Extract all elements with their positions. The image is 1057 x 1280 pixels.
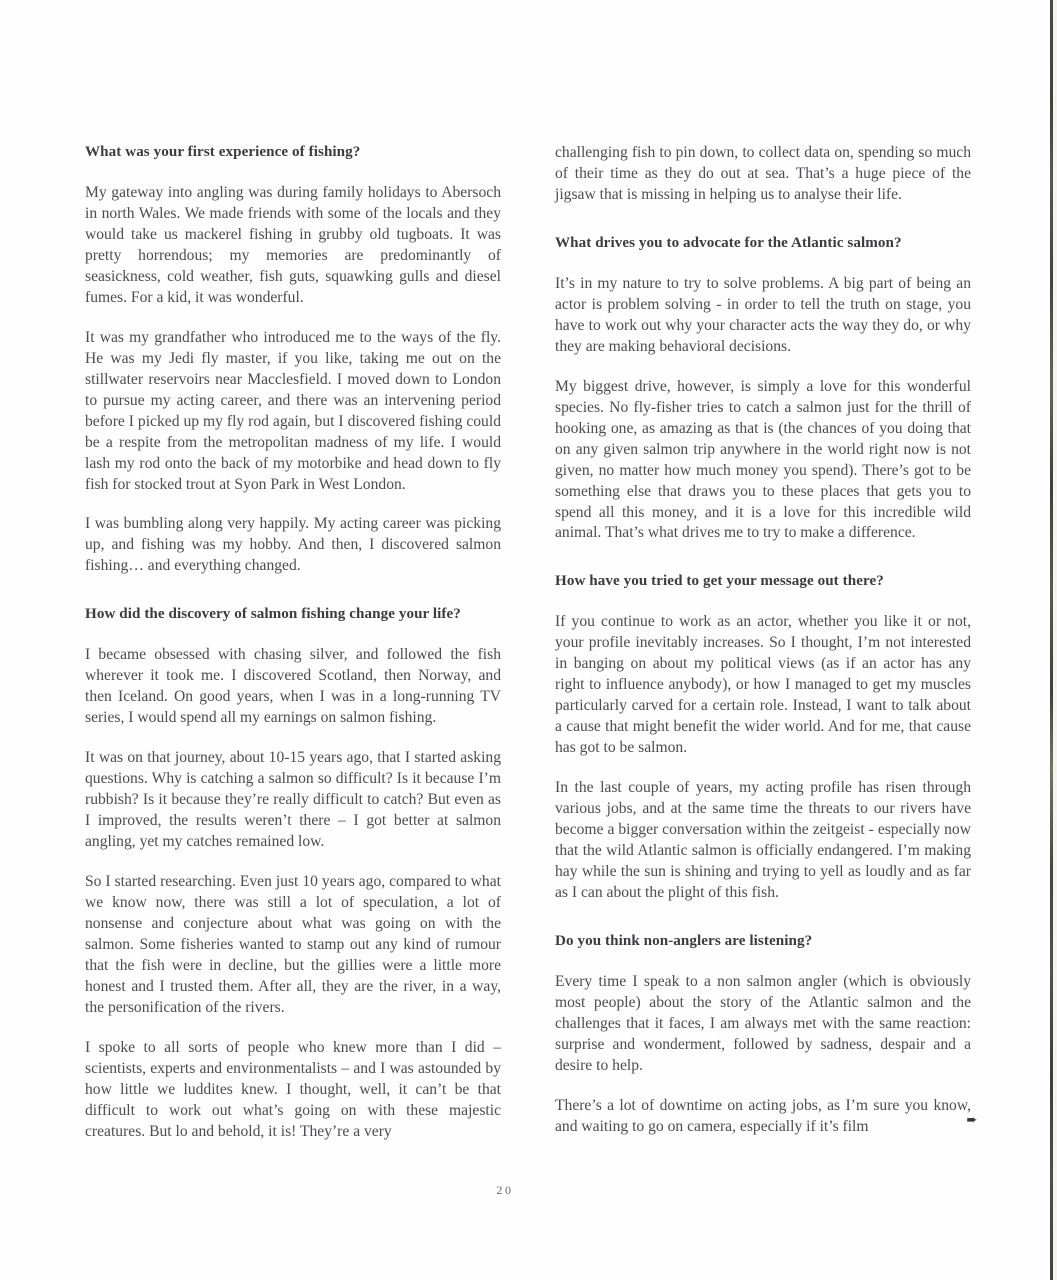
continuation-arrow-icon: ➨ xyxy=(966,1113,978,1128)
page-folio xyxy=(0,1183,1040,1198)
answer-paragraph: It was my grandfather who introduced me to the ways of the fly. He was my Jedi fly master, if you like, taking me out on the stillwater reservoirs near Macclesfield. I moved down to London to pursue my acting career, and there was an intervening period before I picked up my fly rod again, but I discovered fishing could be a respite from the metropolitan madness of my life. I would lash my rod onto the back of my motorbike and head down to fly fish for stocked trout at Syon Park in West London. xyxy=(85,328,501,493)
question-heading: What was your first experience of fishing? xyxy=(85,144,361,160)
answer-paragraph: It was on that journey, about 10-15 years ago, that I started asking questions. Why is catching a salmon so difficult? Is it because I’m rubbish? Is it because they’re really difficult to catch? But even as I improved, the results weren’t there – I got better at salmon angling, yet my catches remained low. xyxy=(85,749,501,851)
answer-paragraph: My gateway into angling was during family holidays to Abersoch in north Wales. We made friends with some of the locals and they would take us mackerel fishing in grubby old tugboats. It was pretty horrendous; my memories are predominantly of seasickness, cold weather, fish guts, squawking gulls and diesel fumes. For a kid, it was wonderful. xyxy=(85,183,501,306)
question-heading: How have you tried to get your message out there? xyxy=(555,573,884,590)
answer-paragraph: My biggest drive, however, is simply a love for this wonderful species. No fly-fisher tries to catch a salmon just for the thrill of hooking one, as amazing as that is (the chances of you doing that on any given salmon trip anywhere in the world right now is not given, no matter how much money you spend). There’s got to be something else that draws you to these places that gets you to spend all this money, and it is a love for this incredible wild animal. That’s what drives me to try to make a difference. xyxy=(555,377,971,542)
answer-paragraph: So I started researching. Even just 10 years ago, compared to what we know now, there was still a lot of speculation, a lot of nonsense and conjecture about what was going on with the salmon. Some fisheries wanted to stamp out any kind of rumour that the fish were in decline, but the gillies were a little more honest and I trusted them. After all, they are the river, in a way, the personification of the rivers. xyxy=(85,873,501,1016)
article-columns xyxy=(85,143,972,1143)
answer-paragraph: There’s a lot of downtime on acting jobs, as I’m sure you know, and waiting to go on camera, especially if it’s film xyxy=(555,1096,971,1135)
answer-paragraph: Every time I speak to a non salmon angler (which is obviously most people) about the story of the Atlantic salmon and the challenges that it faces, I am always met with the same reaction: surprise and wonderment, followed by sadness, despair and a desire to help. xyxy=(555,972,971,1074)
answer-paragraph: If you continue to work as an actor, whether you like it or not, your profile inevitably increases. So I thought, I’m not interested in banging on about my political views (as if an actor has any right to influence anybody), or how I managed to get my muscles particularly carved for a certain role. Instead, I want to talk about a cause that might benefit the wider world. And for me, that cause has got to be salmon. xyxy=(555,613,971,757)
answer-paragraph: It’s in my nature to try to solve problems. A big part of being an actor is problem solving - in order to tell the truth on stage, you have to work out why your character acts the way they do, or why they are making behavioral decisions. xyxy=(555,274,971,355)
question-heading: What drives you to advocate for the Atlantic salmon? xyxy=(555,234,902,251)
page-number: 20 xyxy=(496,1183,514,1197)
scan-edge-margin xyxy=(1053,0,1057,1280)
answer-paragraph: In the last couple of years, my acting profile has risen through various jobs, and at the same time the threats to our rivers have become a bigger conversation within the zeitgeist - especially now that the wild Atlantic salmon is officially endangered. I’m making hay while the sun is shining and trying to yell as loudly and as far as I can about the plight of this fish. xyxy=(555,779,971,901)
answer-paragraph: I became obsessed with chasing silver, and followed the fish wherever it took me. I discovered Scotland, then Norway, and then Iceland. On good years, when I was in a long-running TV series, I would spend all my earnings on salmon fishing. xyxy=(85,646,501,727)
answer-paragraph: challenging fish to pin down, to collect data on, spending so much of their time as they do out at sea. That’s a huge piece of the jigsaw that is missing in helping us to analyse their life. xyxy=(555,144,971,203)
column-right xyxy=(555,143,971,1143)
question-heading: How did the discovery of salmon fishing change your life? xyxy=(85,606,461,623)
answer-paragraph: I spoke to all sorts of people who knew more than I did – scientists, experts and environmentalists – and I was astounded by how little we luddites knew. I thought, well, it can’t be that difficult to work out what’s going on with these majestic creatures. But lo and behold, it is! They’re a very xyxy=(85,1038,501,1140)
question-heading: Do you think non-anglers are listening? xyxy=(555,932,813,949)
answer-paragraph: I was bumbling along very happily. My acting career was picking up, and fishing was my hobby. And then, I discovered salmon fishing… and everything changed. xyxy=(85,515,501,575)
column-left xyxy=(85,143,501,1143)
